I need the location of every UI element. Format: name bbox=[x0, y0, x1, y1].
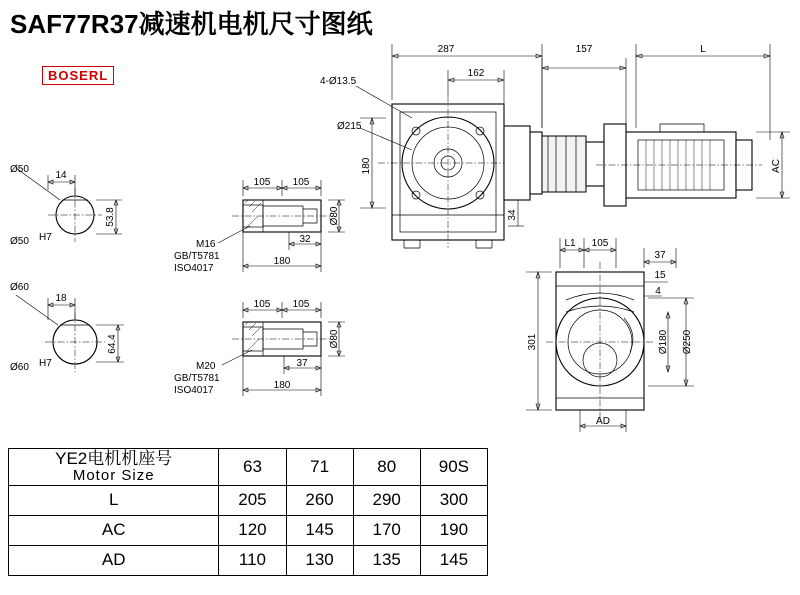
dim-105-top-label: 105 bbox=[591, 238, 609, 249]
dim-53-8-label: 53.8 bbox=[105, 207, 116, 227]
table-header-size-3: 90S bbox=[420, 449, 487, 486]
row-AD-value-0: 110 bbox=[219, 545, 286, 575]
hollow-a-d80: Ø80 bbox=[329, 206, 340, 226]
dim-37-label: 37 bbox=[654, 250, 666, 261]
row-L-value-1: 260 bbox=[286, 485, 353, 515]
row-L-value-0: 205 bbox=[219, 485, 286, 515]
table-header-size-1: 71 bbox=[286, 449, 353, 486]
dim-301-label: 301 bbox=[527, 333, 538, 351]
page-title: SAF77R37减速机电机尺寸图纸 bbox=[10, 9, 373, 39]
table-header-size-0: 63 bbox=[219, 449, 286, 486]
dim-15-label: 15 bbox=[654, 270, 666, 281]
row-label-AD: AD bbox=[9, 545, 219, 575]
shaft-50-h7-sup: H7 bbox=[39, 232, 52, 243]
dim-4-label: 4 bbox=[655, 286, 661, 297]
dim-L1-label: L1 bbox=[564, 238, 576, 249]
shaft-60-view bbox=[16, 295, 124, 372]
dim-287-label: 287 bbox=[437, 44, 455, 55]
key-18-label: 18 bbox=[55, 293, 67, 304]
dim-bore215-label: Ø215 bbox=[337, 121, 362, 132]
table-row bbox=[9, 485, 488, 515]
shaft-60-h7-label: Ø60 bbox=[10, 362, 29, 373]
row-AD-value-1: 130 bbox=[286, 545, 353, 575]
dim-L-label: L bbox=[700, 44, 706, 55]
hollow-b-180: 180 bbox=[273, 380, 291, 391]
brand-logo: BOSERL bbox=[42, 66, 114, 85]
hollow-b-thread: M20 bbox=[196, 361, 216, 372]
shaft-50-label: Ø50 bbox=[10, 164, 29, 175]
hollow-a-180: 180 bbox=[273, 256, 291, 267]
dim-AC-label: AC bbox=[771, 159, 782, 173]
dim-180-label: 180 bbox=[361, 157, 372, 175]
table-header-label bbox=[9, 449, 219, 486]
hollow-a-32: 32 bbox=[299, 234, 311, 245]
motor-size-table bbox=[8, 448, 488, 576]
shaft-50-h7-label: Ø50 bbox=[10, 236, 29, 247]
key-14-label: 14 bbox=[55, 170, 67, 181]
shaft-60-label: Ø60 bbox=[10, 282, 29, 293]
hollow-b-std1: GB/T5781 bbox=[174, 373, 220, 384]
row-AD-value-2: 135 bbox=[353, 545, 420, 575]
dim-holes-label: 4-Ø13.5 bbox=[320, 76, 357, 87]
dim-162-label: 162 bbox=[467, 68, 485, 79]
row-label-L: L bbox=[9, 485, 219, 515]
row-AC-value-3: 190 bbox=[420, 515, 487, 545]
hollow-b-105-left: 105 bbox=[253, 299, 271, 310]
row-label-AC: AC bbox=[9, 515, 219, 545]
gearbox-front-view bbox=[356, 44, 790, 248]
table-header-label-cn: YE2电机机座号 bbox=[55, 449, 173, 468]
row-AC-value-0: 120 bbox=[219, 515, 286, 545]
dim-157-label: 157 bbox=[575, 44, 593, 55]
hollow-b-105-right: 105 bbox=[292, 299, 310, 310]
hollow-b-d80: Ø80 bbox=[329, 329, 340, 349]
hollow-a-std1: GB/T5781 bbox=[174, 251, 220, 262]
dim-34-label: 34 bbox=[507, 209, 518, 221]
dim-180h-label: Ø180 bbox=[658, 329, 669, 355]
hollow-a-thread: M16 bbox=[196, 239, 216, 250]
shaft-50-view bbox=[16, 168, 122, 242]
table-header-label-en: Motor Size bbox=[72, 466, 155, 484]
hollow-b-37: 37 bbox=[296, 358, 308, 369]
row-L-value-2: 290 bbox=[353, 485, 420, 515]
dim-AD-label: AD bbox=[596, 416, 610, 427]
hollow-a-std2: ISO4017 bbox=[174, 263, 214, 274]
row-AD-value-3: 145 bbox=[420, 545, 487, 575]
dim-64-4-label: 64.4 bbox=[107, 334, 118, 354]
table-header-row bbox=[9, 449, 488, 486]
hollow-a-105-right: 105 bbox=[292, 177, 310, 188]
row-AC-value-2: 170 bbox=[353, 515, 420, 545]
table-row bbox=[9, 545, 488, 575]
dim-250-label: Ø250 bbox=[682, 329, 693, 355]
shaft-60-h7-sup: H7 bbox=[39, 358, 52, 369]
row-L-value-3: 300 bbox=[420, 485, 487, 515]
hollow-b-std2: ISO4017 bbox=[174, 385, 214, 396]
row-AC-value-1: 145 bbox=[286, 515, 353, 545]
table-row bbox=[9, 515, 488, 545]
hollow-a-105-left: 105 bbox=[253, 177, 271, 188]
table-header-size-2: 80 bbox=[353, 449, 420, 486]
